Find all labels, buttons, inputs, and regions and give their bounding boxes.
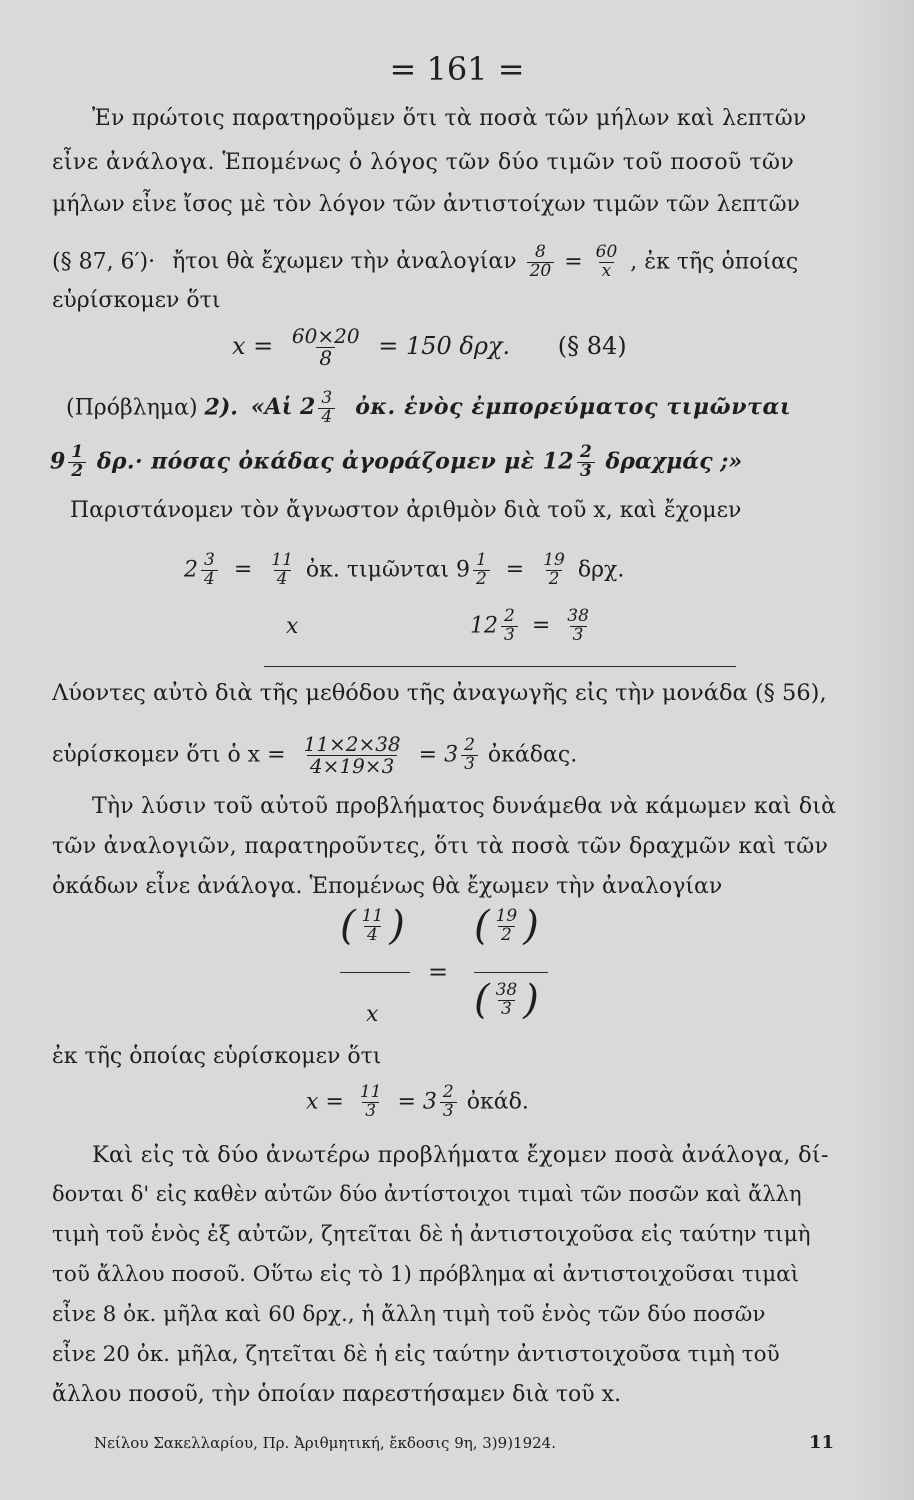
fraction-60-x <box>593 244 621 281</box>
fraction-denominator: 4 <box>274 570 291 589</box>
problem-number: 2). <box>204 394 238 421</box>
mixed-whole: 12 <box>470 613 498 639</box>
fraction-numerator: 2 <box>504 606 515 626</box>
equation-lhs: x = <box>306 1089 344 1115</box>
p5-line-2: δονται δ' εἰς καθὲν αὐτῶν δύο ἀντίστοιχοι τιμαὶ τῶν ποσῶν καὶ ἄλλη <box>52 1182 802 1206</box>
equals-sign: = <box>505 557 525 583</box>
unit-okades: ὀκάδας. <box>487 742 578 768</box>
fraction-numerator: 60×20 <box>291 324 360 348</box>
p1-line-4 <box>52 244 798 281</box>
fraction-numerator: 1 <box>475 550 487 570</box>
p1-line-1: Ἐν πρώτοις παρατηροῦμεν ὅτι τὰ ποσὰ τῶν μήλων καὶ λεπτῶν <box>92 106 807 131</box>
proportion-right-bottom <box>474 977 539 1023</box>
p4-line-1: ἐκ τῆς ὁποίας εὑρίσκομεν ὅτι <box>52 1044 382 1069</box>
p1-line-2: εἶνε ἀνάλογα. Ἑπομένως ὁ λόγος τῶν δύο τιμῶν τοῦ ποσοῦ τῶν <box>52 150 795 175</box>
fraction-denominator: 3 <box>461 755 478 774</box>
fraction-11-4 <box>268 552 296 589</box>
footer <box>94 1434 834 1452</box>
section-ref: (§ 87, 6′)· <box>52 249 156 275</box>
fraction-denominator: 8 <box>316 347 335 369</box>
fraction-numerator: 11 <box>359 1082 382 1102</box>
sheet-number: 11 <box>808 1432 834 1453</box>
fraction-denominator: x <box>599 262 615 281</box>
proportion-left-bar <box>340 972 410 973</box>
p1-line-3: μήλων εἶνε ἴσος μὲ τὸν λόγον τῶν ἀντιστοίχων τιμῶν τῶν λεπτῶν <box>52 192 800 217</box>
setup-underline <box>264 666 736 667</box>
fraction-numerator: 3 <box>204 550 215 570</box>
fraction-2-3 <box>461 737 478 774</box>
p5-line-7: ἄλλου ποσοῦ, τὴν ὁποίαν παρεστήσαμεν διὰ τοῦ x. <box>52 1382 622 1407</box>
fraction-11-3 <box>357 1084 385 1121</box>
fraction-denominator: 4 <box>364 926 381 945</box>
setup-line: Παριστάνομεν τὸν ἄγνωστον ἀριθμὸν διὰ τοῦ x, καὶ ἔχομεν <box>70 498 742 523</box>
fraction-denominator: 20 <box>527 262 555 281</box>
equation-rhs: = 150 δρχ. <box>378 332 511 360</box>
paren-open: ( <box>474 977 490 1023</box>
p5-line-5: εἶνε 8 ὀκ. μῆλα καὶ 60 δρχ., ἡ ἄλλη τιμὴ τοῦ ἑνὸς τῶν δύο ποσῶν <box>52 1302 766 1327</box>
fraction-19-2 <box>540 552 568 589</box>
equals-sign: = <box>564 249 583 275</box>
equation-x-150 <box>232 326 627 369</box>
fraction-product <box>301 734 404 777</box>
fraction-numerator: 8 <box>534 242 546 262</box>
p1-line-4-text: ἤτοι θὰ ἔχωμεν τὴν ἀναλογίαν <box>172 249 517 275</box>
fraction-numerator: 2 <box>580 442 592 462</box>
fraction-1-2 <box>473 552 490 589</box>
fraction-3-4 <box>201 552 218 589</box>
setup-row-1-text: ὀκ. τιμῶνται 9 <box>305 557 470 583</box>
paren-open: ( <box>474 903 490 949</box>
problem-text-d: δρ.· πόσας ὀκάδας ἀγοράζομεν μὲ 12 <box>96 448 574 475</box>
proportion-x: x <box>366 1002 379 1027</box>
fraction-numerator: 11 <box>271 550 293 570</box>
fraction-2-3 <box>440 1084 457 1121</box>
fraction-denominator: 4 <box>318 408 335 427</box>
fraction-60x20-8 <box>289 326 363 369</box>
paren-open: ( <box>340 903 356 949</box>
fraction-denominator: 2 <box>68 462 86 481</box>
p3-line-2: τῶν ἀναλογιῶν, παρατηροῦντες, ὅτι τὰ ποσὰ τῶν δραχμῶν καὶ τῶν <box>52 834 829 859</box>
mixed-whole: 2 <box>184 557 198 583</box>
fraction-denominator: 2 <box>498 926 515 945</box>
p5-line-3: τιμὴ τοῦ ἑνὸς ἐξ αὐτῶν, ζητεῖται δὲ ἡ ἀντιστοιχοῦσα εἰς ταύτην τιμὴ <box>52 1222 811 1247</box>
fraction-numerator: 38 <box>495 979 518 1000</box>
problem-text-b: ὀκ. ἑνὸς ἐμπορεύματος τιμῶνται <box>355 394 792 421</box>
proportion-left-top <box>340 903 405 949</box>
paren-close: ) <box>389 903 405 949</box>
fraction-denominator: 3 <box>501 626 518 645</box>
fraction-numerator: 19 <box>543 550 565 570</box>
equation-rhs: = 3 <box>397 1089 437 1115</box>
equals-sign: = <box>233 557 253 583</box>
p3-line-1: Τὴν λύσιν τοῦ αὐτοῦ προβλήματος δυνάμεθα νὰ κάμωμεν καὶ διὰ <box>92 794 837 819</box>
fraction-denominator: 3 <box>362 1102 379 1121</box>
problem-2-line-2 <box>50 444 742 481</box>
fraction-denominator: 3 <box>440 1102 457 1121</box>
fraction-denominator: 4 <box>201 570 218 589</box>
p3-line-3: ὀκάδων εἶνε ἀνάλογα. Ἑπομένως θὰ ἔχωμεν τὴν ἀναλογίαν <box>52 874 723 899</box>
section-ref-84: (§ 84) <box>557 332 627 360</box>
proportion-right-top <box>474 903 539 949</box>
equation-lhs: x = <box>232 332 274 360</box>
fraction-numerator: 2 <box>442 1082 454 1102</box>
fraction-2-3 <box>501 608 518 645</box>
fraction-8-20 <box>527 244 555 281</box>
p5-line-4: τοῦ ἄλλου ποσοῦ. Οὕτω εἰς τὸ 1) πρόβλημα αἱ ἀντιστοιχοῦσαι τιμαὶ <box>52 1262 800 1287</box>
fraction-numerator: 2 <box>464 735 475 756</box>
problem-text-a: «Αἱ 2 <box>250 394 316 421</box>
fraction-38-3 <box>493 979 521 1019</box>
p2-line-2-text: εὑρίσκομεν ὅτι ὁ x = <box>52 742 286 768</box>
page-edge-shadow <box>854 0 914 1500</box>
fraction-38-3 <box>564 608 592 645</box>
problem-label: (Πρόβλημα) <box>66 395 198 421</box>
fraction-denominator: 2 <box>473 570 490 589</box>
proportion-equals: = <box>428 958 449 986</box>
p2-line-2 <box>52 734 577 777</box>
paren-close: ) <box>523 903 539 949</box>
problem-text-c: 9 <box>50 448 66 475</box>
paren-close: ) <box>523 977 539 1023</box>
footer-signature: Νείλου Σακελλαρίου, Πρ. Ἀριθμητική, ἔκδοσις 9η, 3)9)1924. <box>94 1434 556 1452</box>
p2-line-1: Λύοντες αὐτὸ διὰ τῆς μεθόδου τῆς ἀναγωγῆς εἰς τὴν μονάδα (§ 56), <box>52 680 827 706</box>
p5-line-1: Καὶ εἰς τὰ δύο ἀνωτέρω προβλήματα ἔχομεν ποσὰ ἀνάλογα, δί- <box>92 1142 829 1168</box>
fraction-numerator: 19 <box>495 905 518 926</box>
fraction-numerator: 38 <box>567 606 589 626</box>
p1-line-4-tail: , ἐκ τῆς ὁποίας <box>630 249 799 275</box>
setup-row-1 <box>184 552 624 589</box>
equals-sign: = <box>531 613 551 639</box>
fraction-1-2 <box>68 444 86 481</box>
fraction-19-2 <box>493 905 521 945</box>
fraction-numerator: 11 <box>361 905 384 926</box>
fraction-2-3 <box>577 444 595 481</box>
fraction-denominator: 4×19×3 <box>307 755 397 777</box>
fraction-denominator: 3 <box>570 626 587 645</box>
unit-okad: ὀκάδ. <box>466 1089 529 1115</box>
page-number: = 161 = <box>389 50 525 88</box>
p4-equation <box>306 1084 529 1121</box>
fraction-11-4 <box>359 905 387 945</box>
p5-line-6: εἶνε 20 ὀκ. μῆλα, ζητεῖται δὲ ἡ εἰς ταύτην ἀντιστοιχοῦσα τιμὴ τοῦ <box>52 1342 780 1367</box>
fraction-denominator: 3 <box>498 1000 515 1019</box>
fraction-denominator: 3 <box>577 462 595 481</box>
setup-row-2-x: x <box>286 614 299 639</box>
setup-row-2 <box>470 608 595 645</box>
fraction-denominator: 2 <box>546 570 563 589</box>
fraction-numerator: 60 <box>595 242 618 262</box>
problem-text-e: δραχμάς ;» <box>605 448 743 475</box>
fraction-numerator: 3 <box>321 388 333 408</box>
problem-2-line-1 <box>66 390 791 427</box>
p2-result: = 3 <box>418 742 459 768</box>
fraction-3-4 <box>318 390 335 427</box>
fraction-numerator: 11×2×38 <box>303 732 401 756</box>
unit-drachma: δρχ. <box>577 557 625 583</box>
proportion-right-bar <box>474 972 548 973</box>
fraction-numerator: 1 <box>71 442 84 462</box>
p1-line-5: εὑρίσκομεν ὅτι <box>52 288 221 313</box>
